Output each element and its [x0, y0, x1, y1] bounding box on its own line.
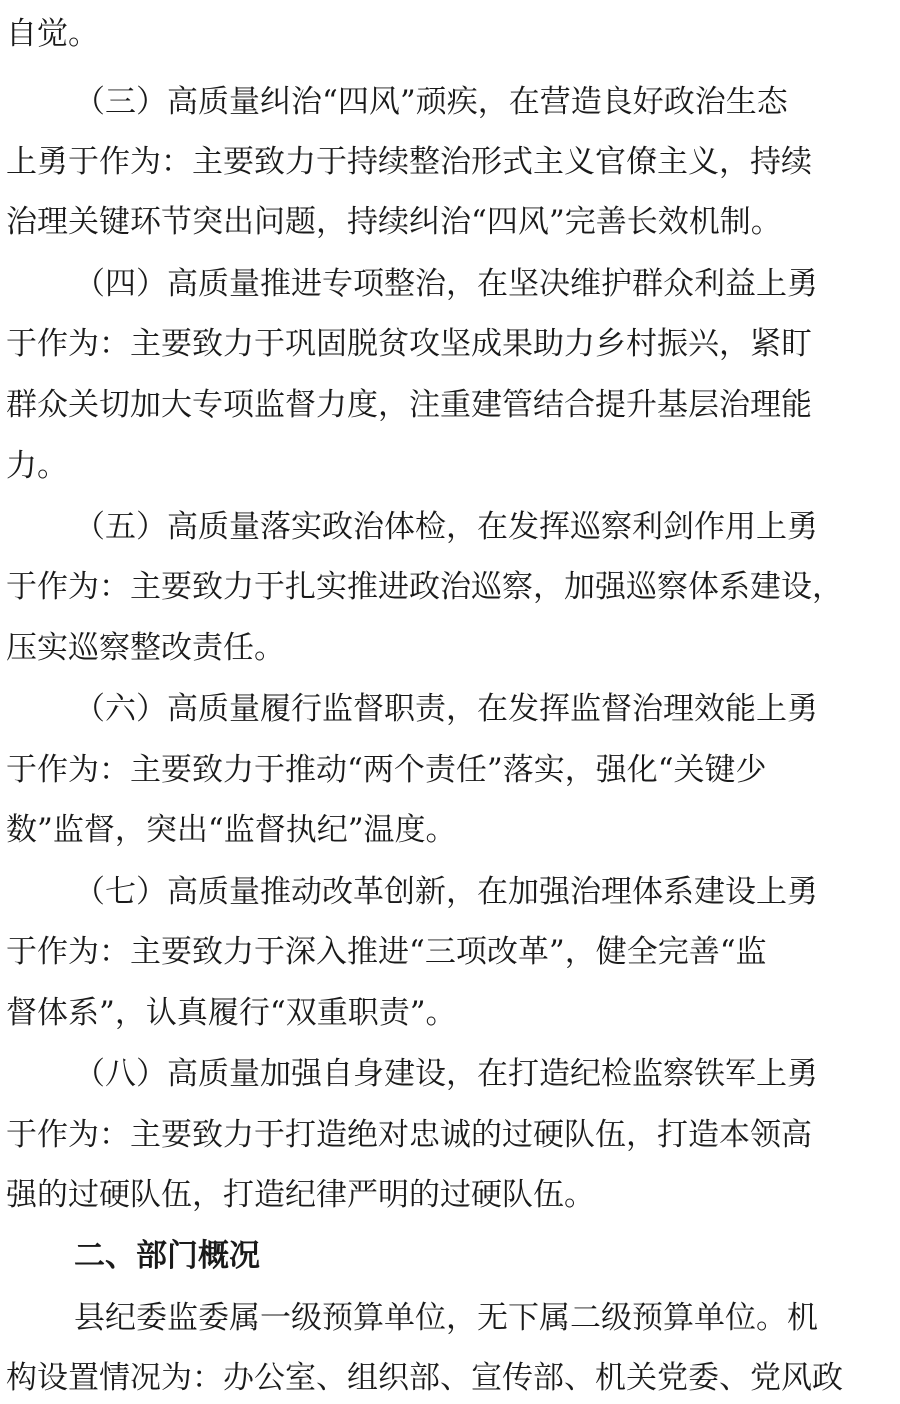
- paragraph-line: 数”监督，突出“监督执纪”温度。: [6, 812, 457, 848]
- section-6-first-line: （六）高质量履行监督职责，在发挥监督治理效能上勇: [74, 691, 818, 727]
- paragraph-line: 群众关切加大专项监督力度，注重建管结合提升基层治理能: [6, 387, 812, 423]
- section-8-first-line: （八）高质量加强自身建设，在打造纪检监察铁军上勇: [74, 1056, 818, 1092]
- section-heading: 二、部门概况: [74, 1238, 260, 1274]
- paragraph-line: 上勇于作为：主要致力于持续整治形式主义官僚主义，持续: [6, 144, 812, 180]
- paragraph-line: 压实巡察整改责任。: [6, 630, 285, 666]
- paragraph-line: 构设置情况为：办公室、组织部、宣传部、机关党委、党风政: [6, 1360, 843, 1396]
- paragraph-line: 力。: [6, 448, 68, 484]
- section-7-first-line: （七）高质量推动改革创新，在加强治理体系建设上勇: [74, 874, 818, 910]
- section-4-first-line: （四）高质量推进专项整治，在坚决维护群众利益上勇: [74, 266, 818, 302]
- paragraph-line: 自觉。: [6, 16, 99, 52]
- paragraph-line: 于作为：主要致力于扎实推进政治巡察，加强巡察体系建设，: [6, 569, 843, 605]
- section-3-first-line: （三）高质量纠治“四风”顽疾，在营造良好政治生态: [74, 84, 788, 120]
- overview-first-line: 县纪委监委属一级预算单位，无下属二级预算单位。机: [74, 1300, 818, 1336]
- paragraph-line: 强的过硬队伍，打造纪律严明的过硬队伍。: [6, 1177, 595, 1213]
- paragraph-line: 治理关键环节突出问题，持续纠治“四风”完善长效机制。: [6, 204, 782, 240]
- paragraph-line: 于作为：主要致力于打造绝对忠诚的过硬队伍，打造本领高: [6, 1117, 812, 1153]
- paragraph-line: 于作为：主要致力于深入推进“三项改革”，健全完善“监: [6, 934, 767, 970]
- paragraph-line: 于作为：主要致力于巩固脱贫攻坚成果助力乡村振兴，紧盯: [6, 326, 812, 362]
- paragraph-line: 督体系”，认真履行“双重职责”。: [6, 995, 457, 1031]
- section-5-first-line: （五）高质量落实政治体检，在发挥巡察利剑作用上勇: [74, 509, 818, 545]
- paragraph-line: 于作为：主要致力于推动“两个责任”落实，强化“关键少: [6, 752, 767, 788]
